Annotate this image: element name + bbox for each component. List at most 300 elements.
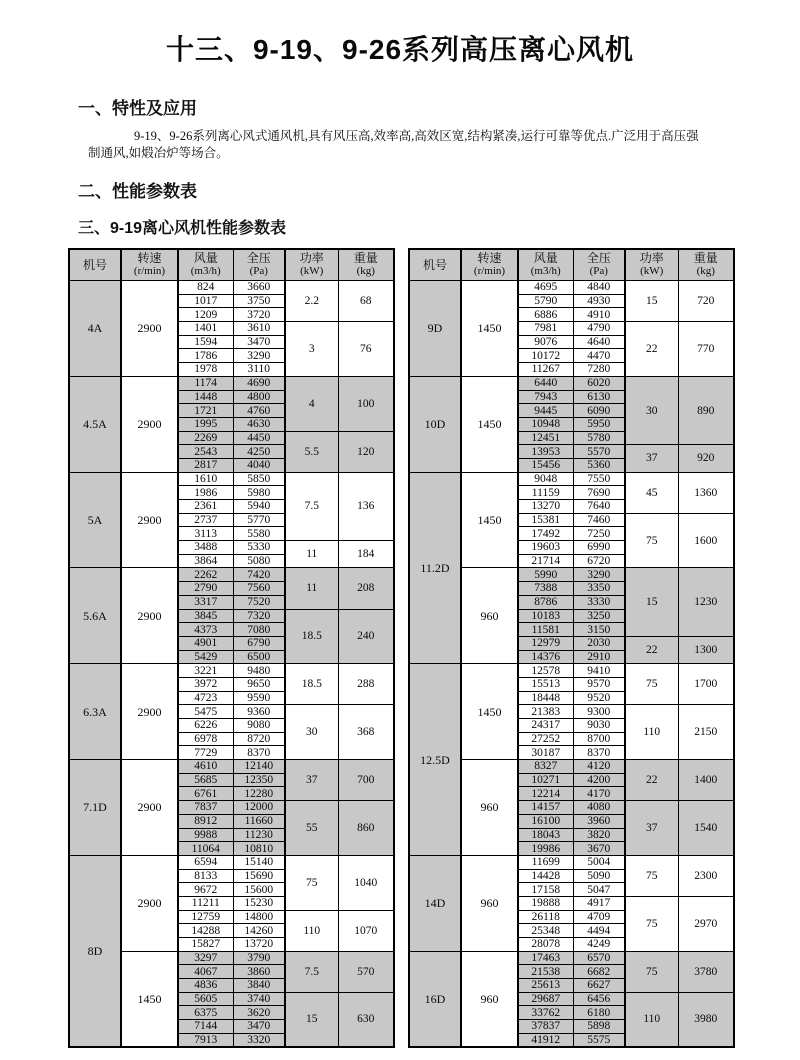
- header-line2: (r/min): [473, 265, 506, 277]
- power-cell: 2.2: [285, 281, 338, 322]
- pressure-cell: 6627: [573, 979, 625, 993]
- pressure-cell: 5770: [233, 513, 285, 527]
- power-cell: 18.5: [285, 664, 338, 705]
- header-model: [409, 249, 461, 281]
- flow-cell: 1594: [178, 335, 233, 349]
- pressure-cell: 3330: [573, 595, 625, 609]
- pressure-cell: 4840: [573, 281, 625, 295]
- flow-cell: 11159: [518, 486, 573, 500]
- flow-cell: 7144: [178, 1020, 233, 1034]
- flow-cell: 2737: [178, 513, 233, 527]
- section-heading-features: 一、特性及应用: [78, 99, 197, 118]
- model-cell: 8D: [69, 855, 121, 1047]
- pressure-cell: 6020: [573, 376, 625, 390]
- pressure-cell: 3290: [573, 568, 625, 582]
- power-cell: 30: [625, 376, 678, 444]
- header-line2: (m3/h): [190, 265, 221, 277]
- flow-cell: 27252: [518, 732, 573, 746]
- pressure-cell: 4640: [573, 335, 625, 349]
- pressure-cell: 5898: [573, 1020, 625, 1034]
- power-cell: 75: [625, 951, 678, 992]
- flow-cell: 12451: [518, 431, 573, 445]
- flow-cell: 15513: [518, 677, 573, 691]
- flow-cell: 15381: [518, 513, 573, 527]
- pressure-cell: 3750: [233, 294, 285, 308]
- flow-cell: 9048: [518, 472, 573, 486]
- flow-cell: 4723: [178, 691, 233, 705]
- flow-cell: 17492: [518, 527, 573, 541]
- pressure-cell: 6456: [573, 992, 625, 1006]
- flow-cell: 1721: [178, 404, 233, 418]
- header-line2: (kg): [356, 265, 375, 277]
- flow-cell: 7943: [518, 390, 573, 404]
- power-cell: 7.5: [285, 472, 338, 540]
- flow-cell: 30187: [518, 746, 573, 760]
- speed-cell: 1450: [121, 951, 178, 1047]
- weight-cell: 100: [338, 376, 394, 431]
- pressure-cell: 2030: [573, 636, 625, 650]
- pressure-cell: 7550: [573, 472, 625, 486]
- power-cell: 22: [625, 322, 678, 377]
- flow-cell: 1786: [178, 349, 233, 363]
- weight-cell: 120: [338, 431, 394, 472]
- speed-cell: 1450: [461, 472, 518, 568]
- weight-cell: 630: [338, 992, 394, 1047]
- pressure-cell: 4690: [233, 376, 285, 390]
- header-line1: 机号: [422, 257, 447, 272]
- table-row: [69, 855, 394, 869]
- speed-cell: 960: [461, 951, 518, 1047]
- flow-cell: 10172: [518, 349, 573, 363]
- pressure-cell: 7460: [573, 513, 625, 527]
- power-cell: 5.5: [285, 431, 338, 472]
- flow-cell: 28078: [518, 938, 573, 952]
- pressure-cell: 7560: [233, 582, 285, 596]
- speed-cell: 1450: [461, 281, 518, 377]
- flow-cell: 12214: [518, 787, 573, 801]
- flow-cell: 12759: [178, 910, 233, 924]
- flow-cell: 2543: [178, 445, 233, 459]
- flow-cell: 2361: [178, 500, 233, 514]
- header-line1: 重量: [353, 251, 378, 265]
- flow-cell: 1209: [178, 308, 233, 322]
- flow-cell: 14288: [178, 924, 233, 938]
- pressure-cell: 12140: [233, 760, 285, 774]
- weight-cell: 1400: [678, 760, 734, 801]
- flow-cell: 37837: [518, 1020, 573, 1034]
- pressure-cell: 3960: [573, 814, 625, 828]
- power-cell: 55: [285, 801, 338, 856]
- weight-cell: 288: [338, 664, 394, 705]
- flow-cell: 9988: [178, 828, 233, 842]
- pressure-cell: 9520: [573, 691, 625, 705]
- flow-cell: 2790: [178, 582, 233, 596]
- pressure-cell: 15600: [233, 883, 285, 897]
- weight-cell: 1040: [338, 855, 394, 910]
- weight-cell: 2970: [678, 896, 734, 951]
- flow-cell: 6440: [518, 376, 573, 390]
- weight-cell: 1600: [678, 513, 734, 568]
- pressure-cell: 4930: [573, 294, 625, 308]
- pressure-cell: 3740: [233, 992, 285, 1006]
- header-row: [409, 249, 734, 281]
- pressure-cell: 13720: [233, 938, 285, 952]
- power-cell: 11: [285, 568, 338, 609]
- pressure-cell: 5360: [573, 458, 625, 472]
- flow-cell: 1986: [178, 486, 233, 500]
- flow-cell: 5685: [178, 773, 233, 787]
- pressure-cell: 10810: [233, 842, 285, 856]
- pressure-cell: 6090: [573, 404, 625, 418]
- weight-cell: 860: [338, 801, 394, 856]
- section-heading-table: 三、9-19离心风机性能参数表: [78, 220, 287, 237]
- pressure-cell: 5980: [233, 486, 285, 500]
- pressure-cell: 11230: [233, 828, 285, 842]
- power-cell: 22: [625, 636, 678, 663]
- pressure-cell: 3320: [233, 1033, 285, 1047]
- flow-cell: 13270: [518, 500, 573, 514]
- flow-cell: 3113: [178, 527, 233, 541]
- flow-cell: 18448: [518, 691, 573, 705]
- flow-cell: 6226: [178, 719, 233, 733]
- weight-cell: 1540: [678, 801, 734, 856]
- pressure-cell: 7250: [573, 527, 625, 541]
- power-cell: 18.5: [285, 609, 338, 664]
- flow-cell: 824: [178, 281, 233, 295]
- pressure-cell: 9080: [233, 719, 285, 733]
- header-line1: 重量: [693, 251, 718, 265]
- power-cell: 3: [285, 322, 338, 377]
- flow-cell: 19603: [518, 541, 573, 555]
- flow-cell: 14428: [518, 869, 573, 883]
- flow-cell: 4610: [178, 760, 233, 774]
- flow-cell: 33762: [518, 1006, 573, 1020]
- flow-cell: 8133: [178, 869, 233, 883]
- table-row: [69, 664, 394, 678]
- flow-cell: 1017: [178, 294, 233, 308]
- header-line2: (m3/h): [530, 265, 561, 277]
- speed-cell: 2900: [121, 855, 178, 951]
- power-cell: 22: [625, 760, 678, 801]
- speed-cell: 960: [461, 855, 518, 951]
- pressure-cell: 3470: [233, 1020, 285, 1034]
- model-cell: 9D: [409, 281, 461, 377]
- flow-cell: 8327: [518, 760, 573, 774]
- flow-cell: 17463: [518, 951, 573, 965]
- flow-cell: 21538: [518, 965, 573, 979]
- document-page: [0, 28, 800, 1060]
- flow-cell: 3297: [178, 951, 233, 965]
- power-cell: 75: [625, 896, 678, 951]
- power-cell: 37: [285, 760, 338, 801]
- power-cell: 45: [625, 472, 678, 513]
- weight-cell: 240: [338, 609, 394, 664]
- pressure-cell: 4249: [573, 938, 625, 952]
- power-cell: 11: [285, 541, 338, 568]
- weight-cell: 68: [338, 281, 394, 322]
- weight-cell: 2150: [678, 705, 734, 760]
- header-pressure: [233, 249, 285, 281]
- header-power: [625, 249, 678, 281]
- flow-cell: 8786: [518, 595, 573, 609]
- pressure-cell: 5570: [573, 445, 625, 459]
- table-row: [69, 281, 394, 295]
- flow-cell: 2269: [178, 431, 233, 445]
- weight-cell: 208: [338, 568, 394, 609]
- flow-cell: 4901: [178, 636, 233, 650]
- pressure-cell: 5850: [233, 472, 285, 486]
- model-cell: 12.5D: [409, 664, 461, 856]
- page-title: 十三、9-19、9-26系列高压离心风机: [165, 34, 635, 65]
- flow-cell: 1610: [178, 472, 233, 486]
- flow-cell: 11064: [178, 842, 233, 856]
- pressure-cell: 6500: [233, 650, 285, 664]
- flow-cell: 29687: [518, 992, 573, 1006]
- table-row: [409, 472, 734, 486]
- pressure-cell: 3290: [233, 349, 285, 363]
- pressure-cell: 5580: [233, 527, 285, 541]
- header-line1: 风量: [193, 251, 218, 265]
- flow-cell: 9445: [518, 404, 573, 418]
- flow-cell: 1401: [178, 322, 233, 336]
- header-line1: 机号: [82, 257, 107, 272]
- flow-cell: 4067: [178, 965, 233, 979]
- power-cell: 75: [285, 855, 338, 910]
- pressure-cell: 9480: [233, 664, 285, 678]
- power-cell: 110: [285, 910, 338, 951]
- flow-cell: 4695: [518, 281, 573, 295]
- pressure-cell: 5780: [573, 431, 625, 445]
- power-cell: 75: [625, 664, 678, 705]
- speed-cell: 960: [461, 760, 518, 856]
- power-cell: 15: [625, 568, 678, 636]
- power-cell: 30: [285, 705, 338, 760]
- flow-cell: 7981: [518, 322, 573, 336]
- intro-paragraph: 9-19、9-26系列离心风式通风机,具有风压高,效率高,高效区宽,结构紧凑,运行可靠等优点.广泛用于高压强制通风,如煅冶炉等场合。: [88, 129, 699, 160]
- flow-cell: 17158: [518, 883, 573, 897]
- header-line2: (Pa): [589, 265, 608, 277]
- weight-cell: 1700: [678, 664, 734, 705]
- header-pressure: [573, 249, 625, 281]
- pressure-cell: 4080: [573, 801, 625, 815]
- flow-cell: 41912: [518, 1033, 573, 1047]
- pressure-cell: 3110: [233, 363, 285, 377]
- weight-cell: 136: [338, 472, 394, 540]
- fan-spec-table-right: [408, 248, 735, 1048]
- weight-cell: 1070: [338, 910, 394, 951]
- header-weight: [678, 249, 734, 281]
- model-cell: 5A: [69, 472, 121, 568]
- flow-cell: 2817: [178, 458, 233, 472]
- model-cell: 10D: [409, 376, 461, 472]
- table-row: [69, 472, 394, 486]
- weight-cell: 1300: [678, 636, 734, 663]
- speed-cell: 2900: [121, 760, 178, 856]
- power-cell: 4: [285, 376, 338, 431]
- header-line1: 全压: [586, 251, 611, 265]
- flow-cell: 5475: [178, 705, 233, 719]
- pressure-cell: 4917: [573, 896, 625, 910]
- flow-cell: 14157: [518, 801, 573, 815]
- pressure-cell: 4790: [573, 322, 625, 336]
- flow-cell: 19888: [518, 896, 573, 910]
- flow-cell: 9076: [518, 335, 573, 349]
- flow-cell: 5990: [518, 568, 573, 582]
- model-cell: 4A: [69, 281, 121, 377]
- flow-cell: 8912: [178, 814, 233, 828]
- pressure-cell: 4800: [233, 390, 285, 404]
- header-flow: [178, 249, 233, 281]
- pressure-cell: 4494: [573, 924, 625, 938]
- header-model: [69, 249, 121, 281]
- pressure-cell: 11660: [233, 814, 285, 828]
- pressure-cell: 14800: [233, 910, 285, 924]
- pressure-cell: 12000: [233, 801, 285, 815]
- header-line2: (kW): [640, 265, 664, 277]
- pressure-cell: 9030: [573, 719, 625, 733]
- flow-cell: 5605: [178, 992, 233, 1006]
- pressure-cell: 8700: [573, 732, 625, 746]
- flow-cell: 24317: [518, 719, 573, 733]
- pressure-cell: 3250: [573, 609, 625, 623]
- weight-cell: 700: [338, 760, 394, 801]
- pressure-cell: 6570: [573, 951, 625, 965]
- pressure-cell: 7280: [573, 363, 625, 377]
- flow-cell: 7388: [518, 582, 573, 596]
- pressure-cell: 4200: [573, 773, 625, 787]
- pressure-cell: 6130: [573, 390, 625, 404]
- pressure-cell: 4170: [573, 787, 625, 801]
- table-row: [69, 760, 394, 774]
- flow-cell: 3488: [178, 541, 233, 555]
- pressure-cell: 5080: [233, 554, 285, 568]
- pressure-cell: 5950: [573, 417, 625, 431]
- table-row: [409, 951, 734, 965]
- flow-cell: 18043: [518, 828, 573, 842]
- header-speed: [121, 249, 178, 281]
- weight-cell: 184: [338, 541, 394, 568]
- flow-cell: 7837: [178, 801, 233, 815]
- pressure-cell: 9650: [233, 677, 285, 691]
- pressure-cell: 3620: [233, 1006, 285, 1020]
- flow-cell: 9672: [178, 883, 233, 897]
- model-cell: 16D: [409, 951, 461, 1047]
- table-row: [409, 281, 734, 295]
- header-line1: 全压: [246, 251, 271, 265]
- flow-cell: 25348: [518, 924, 573, 938]
- power-cell: 75: [625, 855, 678, 896]
- flow-cell: 3864: [178, 554, 233, 568]
- weight-cell: 720: [678, 281, 734, 322]
- model-cell: 11.2D: [409, 472, 461, 664]
- power-cell: 15: [285, 992, 338, 1047]
- pressure-cell: 9570: [573, 677, 625, 691]
- pressure-cell: 4250: [233, 445, 285, 459]
- pressure-cell: 4630: [233, 417, 285, 431]
- weight-cell: 3980: [678, 992, 734, 1047]
- header-flow: [518, 249, 573, 281]
- header-line2: (r/min): [133, 265, 166, 277]
- header-line2: (kg): [696, 265, 715, 277]
- pressure-cell: 6790: [233, 636, 285, 650]
- pressure-cell: 9590: [233, 691, 285, 705]
- pressure-cell: 8720: [233, 732, 285, 746]
- flow-cell: 3317: [178, 595, 233, 609]
- header-power: [285, 249, 338, 281]
- flow-cell: 4836: [178, 979, 233, 993]
- weight-cell: 890: [678, 376, 734, 444]
- flow-cell: 15827: [178, 938, 233, 952]
- speed-cell: 2900: [121, 472, 178, 568]
- flow-cell: 7913: [178, 1033, 233, 1047]
- weight-cell: 76: [338, 322, 394, 377]
- pressure-cell: 15230: [233, 896, 285, 910]
- table-row: [409, 664, 734, 678]
- pressure-cell: 8370: [573, 746, 625, 760]
- flow-cell: 5790: [518, 294, 573, 308]
- pressure-cell: 8370: [233, 746, 285, 760]
- flow-cell: 6886: [518, 308, 573, 322]
- speed-cell: 1450: [461, 664, 518, 760]
- flow-cell: 6761: [178, 787, 233, 801]
- flow-cell: 1978: [178, 363, 233, 377]
- flow-cell: 21383: [518, 705, 573, 719]
- flow-cell: 15456: [518, 458, 573, 472]
- flow-cell: 3845: [178, 609, 233, 623]
- flow-cell: 1995: [178, 417, 233, 431]
- pressure-cell: 5090: [573, 869, 625, 883]
- power-cell: 110: [625, 992, 678, 1047]
- flow-cell: 3221: [178, 664, 233, 678]
- tables-row: [68, 248, 800, 1048]
- speed-cell: 2900: [121, 664, 178, 760]
- pressure-cell: 6180: [573, 1006, 625, 1020]
- pressure-cell: 3660: [233, 281, 285, 295]
- flow-cell: 7729: [178, 746, 233, 760]
- pressure-cell: 6990: [573, 541, 625, 555]
- flow-cell: 3972: [178, 677, 233, 691]
- table-row: [409, 376, 734, 390]
- pressure-cell: 5047: [573, 883, 625, 897]
- weight-cell: 2300: [678, 855, 734, 896]
- pressure-cell: 3150: [573, 623, 625, 637]
- pressure-cell: 4709: [573, 910, 625, 924]
- table-row: [69, 568, 394, 582]
- flow-cell: 11699: [518, 855, 573, 869]
- model-cell: 5.6A: [69, 568, 121, 664]
- pressure-cell: 12280: [233, 787, 285, 801]
- pressure-cell: 7690: [573, 486, 625, 500]
- flow-cell: 25613: [518, 979, 573, 993]
- flow-cell: 11211: [178, 896, 233, 910]
- model-cell: 4.5A: [69, 376, 121, 472]
- pressure-cell: 7640: [573, 500, 625, 514]
- pressure-cell: 5004: [573, 855, 625, 869]
- pressure-cell: 5575: [573, 1033, 625, 1047]
- pressure-cell: 15690: [233, 869, 285, 883]
- pressure-cell: 3790: [233, 951, 285, 965]
- weight-cell: 570: [338, 951, 394, 992]
- pressure-cell: 7320: [233, 609, 285, 623]
- model-cell: 14D: [409, 855, 461, 951]
- weight-cell: 920: [678, 445, 734, 472]
- pressure-cell: 12350: [233, 773, 285, 787]
- flow-cell: 19986: [518, 842, 573, 856]
- flow-cell: 6978: [178, 732, 233, 746]
- pressure-cell: 15140: [233, 855, 285, 869]
- speed-cell: 1450: [461, 376, 518, 472]
- flow-cell: 1448: [178, 390, 233, 404]
